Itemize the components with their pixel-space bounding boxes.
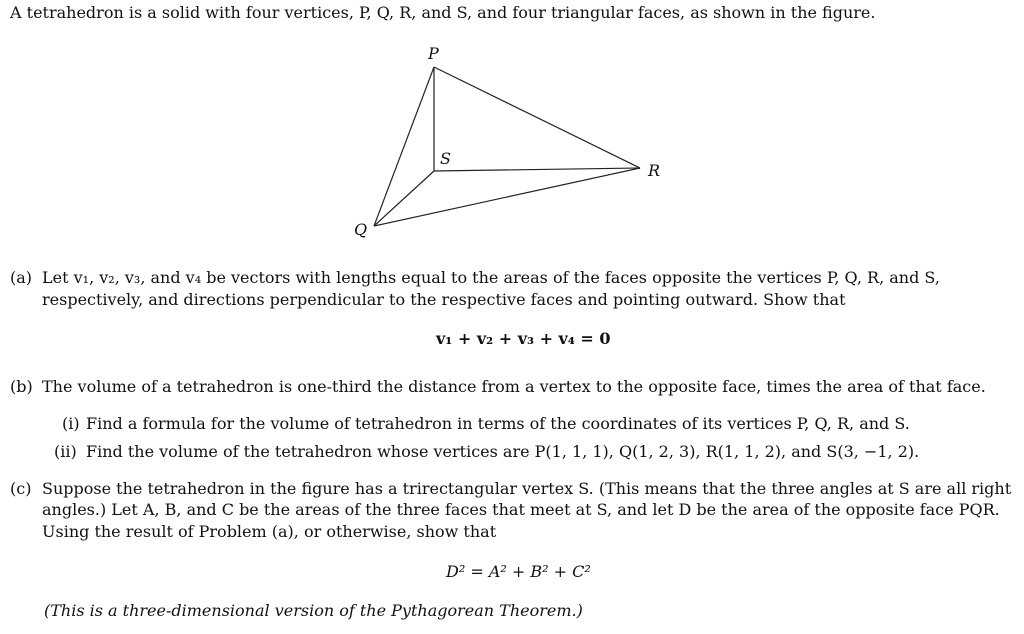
part-c-marker: (c) [10, 479, 32, 498]
part-b-sub-i-marker: (i) [62, 414, 80, 433]
part-a-line2: respectively, and directions perpendicular to the respective faces and pointing outward. Show that [42, 290, 846, 309]
edge-SQ [374, 171, 434, 226]
part-c-line1: Suppose the tetrahedron in the figure has a trirectangular vertex S. (This means that the three angles at S are all right [42, 479, 1012, 498]
vertex-label-R: R [648, 161, 661, 180]
part-a-line1: Let v₁, v₂, v₃, and v₄ be vectors with lengths equal to the areas of the faces opposite the vertices P, Q, R, and S, [42, 268, 940, 287]
edge-QR [374, 168, 640, 226]
edge-SR [434, 168, 640, 171]
vertex-label-Q: Q [354, 220, 368, 239]
intro-text: A tetrahedron is a solid with four vertices, P, Q, R, and S, and four triangular faces, as shown in the figure. [10, 3, 876, 22]
part-b-sub-i: Find a formula for the volume of tetrahedron in terms of the coordinates of its vertices P, Q, R, and S. [86, 414, 910, 433]
part-a-equation: v₁ + v₂ + v₃ + v₄ = 0 [436, 329, 611, 348]
vertex-label-S: S [440, 149, 451, 168]
edge-PQ [374, 67, 434, 226]
part-b-sub-ii: Find the volume of the tetrahedron whose vertices are P(1, 1, 1), Q(1, 2, 3), R(1, 1, 2), and S(3, −1, 2). [86, 442, 920, 461]
part-b-line1: The volume of a tetrahedron is one-third the distance from a vertex to the opposite face, times the area of that face. [42, 377, 986, 396]
part-b-sub-ii-marker: (ii) [54, 442, 77, 461]
part-a-marker: (a) [10, 268, 33, 287]
edge-PR [434, 67, 640, 168]
part-c-note: (This is a three-dimensional version of the Pythagorean Theorem.) [44, 601, 583, 620]
part-b-marker: (b) [10, 377, 33, 396]
part-c-line2: angles.) Let A, B, and C be the areas of the three faces that meet at S, and let D be the area of the opposite face PQR. [42, 500, 1000, 519]
vertex-label-P: P [428, 44, 439, 63]
tetrahedron-figure [350, 40, 670, 240]
part-c-line3: Using the result of Problem (a), or otherwise, show that [42, 522, 497, 541]
part-c-equation: D² = A² + B² + C² [446, 562, 591, 581]
